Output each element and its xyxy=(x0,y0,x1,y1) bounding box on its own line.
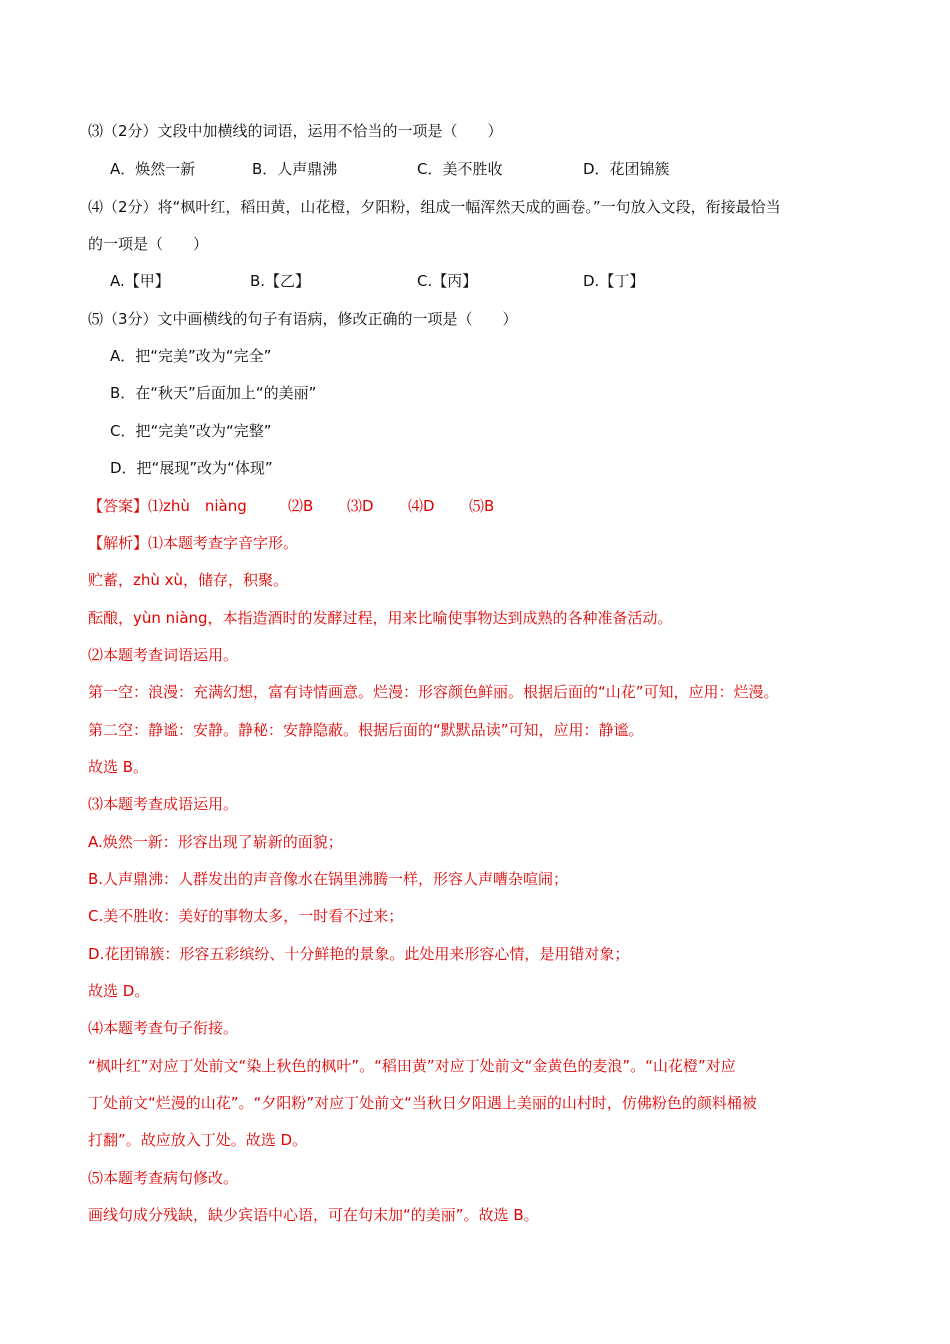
q4-stem-line2: 的一项是（ ） xyxy=(88,235,209,253)
analysis-line: ⑸本题考查病句修改。 xyxy=(88,1169,239,1187)
analysis-line: ⑷本题考查句子衔接。 xyxy=(88,1019,239,1037)
analysis-line: 酝酿，yùn niàng，本指造酒时的发酵过程，用来比喻使事物达到成熟的各种准备活动。 xyxy=(88,609,673,627)
q4-option-b: B.【乙】 xyxy=(250,272,311,290)
analysis-line: 丁处前文“烂漫的山花”。“夕阳粉”对应丁处前文“当秋日夕阳遇上美丽的山村时，仿佛粉色的颜料桶被 xyxy=(88,1094,757,1112)
q3-option-a: A．焕然一新 xyxy=(110,160,196,178)
analysis-line: B.人声鼎沸：人群发出的声音像水在锅里沸腾一样，形容人声嘈杂喧闹； xyxy=(88,870,569,888)
analysis-line: “枫叶红”对应丁处前文“染上秋色的枫叶”。“稻田黄”对应丁处前文“金黄色的麦浪”。“山花橙”对应 xyxy=(88,1057,736,1075)
q4-option-d: D.【丁】 xyxy=(583,272,645,290)
analysis-line: ⑶本题考查成语运用。 xyxy=(88,795,239,813)
q5-option-a: A．把“完美”改为“完全” xyxy=(110,347,272,365)
q4-option-c: C.【丙】 xyxy=(417,272,478,290)
analysis-line: C.美不胜收：美好的事物太多，一时看不过来； xyxy=(88,907,404,925)
analysis-line: 故选 D。 xyxy=(88,982,150,1000)
answer-item-3: ⑶D xyxy=(347,497,374,515)
analysis-line: 第一空：浪漫：充满幻想，富有诗情画意。烂漫：形容颜色鲜丽。根据后面的“山花”可知，应用：烂漫。 xyxy=(88,683,779,701)
q4-stem-line1: ⑷（2分）将“枫叶红，稻田黄，山花橙，夕阳粉，组成一幅浑然天成的画卷。”一句放入文段，衔接最恰当 xyxy=(88,198,781,216)
analysis-line: 画线句成分残缺，缺少宾语中心语，可在句末加“的美丽”。故选 B。 xyxy=(88,1206,539,1224)
analysis-line: ⑵本题考查词语运用。 xyxy=(88,646,239,664)
q3-stem: ⑶（2分）文段中加横线的词语，运用不恰当的一项是（ ） xyxy=(88,122,503,140)
q5-option-c: C．把“完美”改为“完整” xyxy=(110,422,272,440)
q3-option-c: C．美不胜收 xyxy=(417,160,503,178)
answer-line xyxy=(88,496,788,516)
q3-option-b: B．人声鼎沸 xyxy=(252,160,338,178)
q5-option-b: B．在“秋天”后面加上“的美丽” xyxy=(110,384,317,402)
q3-options xyxy=(110,159,810,179)
q4-option-a: A.【甲】 xyxy=(110,272,170,290)
q5-stem: ⑸（3分）文中画横线的句子有语病，修改正确的一项是（ ） xyxy=(88,310,518,328)
analysis-line-1 xyxy=(88,533,298,553)
analysis-line: A.焕然一新：形容出现了崭新的面貌； xyxy=(88,833,343,851)
answer-item-4: ⑷D xyxy=(408,497,435,515)
analysis-text: ⑴本题考查字音字形。 xyxy=(148,534,299,552)
answer-item-2: ⑵B xyxy=(288,497,314,515)
analysis-line: 故选 B。 xyxy=(88,758,149,776)
analysis-line: D.花团锦簇：形容五彩缤纷、十分鲜艳的景象。此处用来形容心情，是用错对象； xyxy=(88,945,630,963)
answer-item-5: ⑸B xyxy=(469,497,495,515)
analysis-line: 贮蓄，zhù xù，储存，积聚。 xyxy=(88,571,289,589)
q3-option-d: D．花团锦簇 xyxy=(583,160,670,178)
q4-options xyxy=(110,271,810,291)
analysis-line: 第二空：静谧：安静。静秘：安静隐蔽。根据后面的“默默品读”可知，应用：静谧。 xyxy=(88,721,644,739)
answer-item-1: ⑴zhù niàng xyxy=(148,497,247,515)
q5-option-d: D．把“展现”改为“体现” xyxy=(110,459,273,477)
analysis-line: 打翻”。故应放入丁处。故选 D。 xyxy=(88,1131,308,1149)
analysis-label: 【解析】 xyxy=(88,534,149,552)
answer-label: 【答案】 xyxy=(88,497,149,515)
